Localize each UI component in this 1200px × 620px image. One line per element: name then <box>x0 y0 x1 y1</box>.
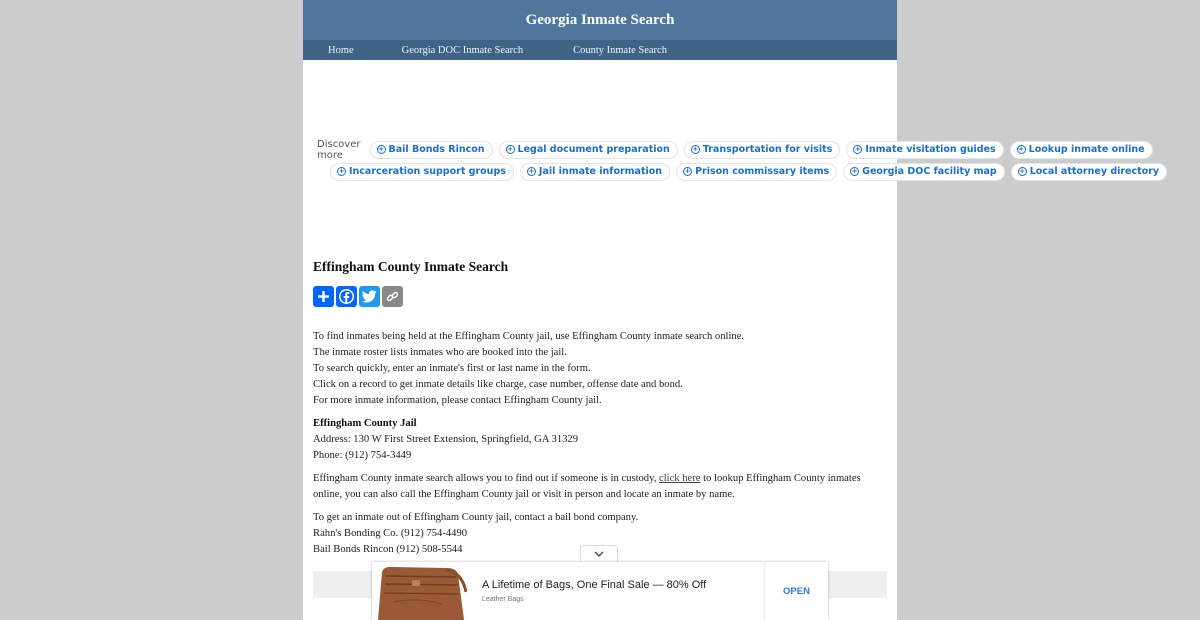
page-title: Effingham County Inmate Search <box>313 259 509 274</box>
discover-label: Discover more <box>317 138 361 161</box>
search-text-after: to lookup Effingham County inmates online, you can also call the Effingham County jail or visit in person and locate an inmate by name. <box>313 473 861 500</box>
intro-line: To find inmates being held at the Effingham County jail, use Effingham County inmate search online. <box>313 331 745 342</box>
site-title: Georgia Inmate Search <box>525 11 675 28</box>
chip-label: Jail inmate information <box>538 166 663 177</box>
chip-georgia-doc-facility-map[interactable] <box>843 163 1005 181</box>
chip-label: Prison commissary items <box>695 166 830 177</box>
ad-open-button[interactable]: OPEN <box>764 562 828 620</box>
discover-more-panel <box>303 138 1160 181</box>
jail-name: Effingham County Jail <box>313 418 417 429</box>
plus-circle-icon: + <box>378 145 384 153</box>
chip-label: Inmate visitation guides <box>865 144 996 155</box>
ad-collapse-button[interactable] <box>580 545 618 562</box>
bail-intro: To get an inmate out of Effingham County jail, contact a bail bond company. <box>313 512 639 523</box>
chip-local-attorney-directory[interactable] <box>1011 163 1167 181</box>
share-buttons <box>313 286 887 307</box>
plus-circle-icon: + <box>1018 145 1025 153</box>
chip-jail-inmate-information[interactable] <box>520 163 670 181</box>
leather-bag-image <box>372 562 467 620</box>
share-copy-link-button[interactable] <box>382 286 403 307</box>
chip-incarceration-support-groups[interactable] <box>330 163 514 181</box>
bottom-ad-banner[interactable] <box>372 562 828 620</box>
ad-text[interactable] <box>467 562 764 620</box>
intro-line: Click on a record to get inmate details like charge, case number, offense date and bond. <box>313 379 683 390</box>
chip-label: Legal document preparation <box>517 144 670 155</box>
nav-county-inmate-search[interactable]: County Inmate Search <box>573 44 667 56</box>
plus-circle-icon: + <box>684 167 691 175</box>
jail-phone: Phone: (912) 754-3449 <box>313 450 412 461</box>
nav-georgia-doc-inmate-search[interactable]: Georgia DOC Inmate Search <box>401 44 524 56</box>
chip-prison-commissary-items[interactable] <box>676 163 837 181</box>
chip-label: Incarceration support groups <box>349 166 506 177</box>
click-here-link[interactable]: click here <box>659 473 701 484</box>
nav-home[interactable]: Home <box>328 44 354 56</box>
plus-circle-icon: + <box>528 167 535 175</box>
intro-line: For more inmate information, please contact Effingham County jail. <box>313 395 602 406</box>
ad-product-image[interactable] <box>372 562 467 620</box>
discover-row-2 <box>330 162 1160 181</box>
plus-circle-icon: + <box>692 145 699 153</box>
plus-circle-icon: + <box>507 145 513 153</box>
plus-circle-icon: + <box>851 167 858 175</box>
chevron-down-icon <box>594 551 604 557</box>
search-text-before: Effingham County inmate search allows you to find out if someone is in custody, <box>313 473 660 484</box>
chip-inmate-visitation-guides[interactable] <box>846 141 1003 159</box>
bail-company: Bail Bonds Rincon (912) 508-5544 <box>313 544 463 555</box>
ad-subtitle: Leather Bags <box>482 596 524 603</box>
search-paragraph <box>313 471 887 503</box>
jail-address: Address: 130 W First Street Extension, Springfield, GA 31329 <box>313 434 579 445</box>
share-twitter-button[interactable] <box>359 286 380 307</box>
intro-line: To search quickly, enter an inmate's first or last name in the form. <box>313 363 591 374</box>
copy-link-icon <box>386 290 399 303</box>
plus-circle-icon: + <box>854 145 861 153</box>
chip-legal-document-preparation[interactable] <box>499 141 678 159</box>
plus-circle-icon: + <box>1019 167 1026 175</box>
chip-label: Transportation for visits <box>702 144 833 155</box>
share-add-button[interactable] <box>313 286 334 307</box>
site-header <box>303 0 897 40</box>
ad-title[interactable]: A Lifetime of Bags, One Final Sale — 80% Off <box>482 579 707 591</box>
main-nav <box>303 40 897 60</box>
twitter-icon <box>362 290 377 303</box>
facebook-icon <box>339 289 354 304</box>
discover-row-1 <box>317 138 1145 161</box>
plus-circle-icon: + <box>338 167 345 175</box>
jail-info <box>313 416 887 464</box>
intro-paragraph <box>313 329 887 409</box>
bail-company: Rahn's Bonding Co. (912) 754-4490 <box>313 528 468 539</box>
chip-label: Georgia DOC facility map <box>862 166 997 177</box>
add-icon <box>317 290 330 303</box>
intro-line: The inmate roster lists inmates who are booked into the jail. <box>313 347 567 358</box>
chip-bail-bonds-rincon[interactable] <box>370 141 493 159</box>
main-content <box>313 258 887 565</box>
chip-label: Local attorney directory <box>1029 166 1160 177</box>
chip-transportation-for-visits[interactable] <box>684 141 841 159</box>
chip-label: Lookup inmate online <box>1028 144 1145 155</box>
chip-label: Bail Bonds Rincon <box>388 144 485 155</box>
share-facebook-button[interactable] <box>336 286 357 307</box>
chip-lookup-inmate-online[interactable] <box>1010 141 1153 159</box>
